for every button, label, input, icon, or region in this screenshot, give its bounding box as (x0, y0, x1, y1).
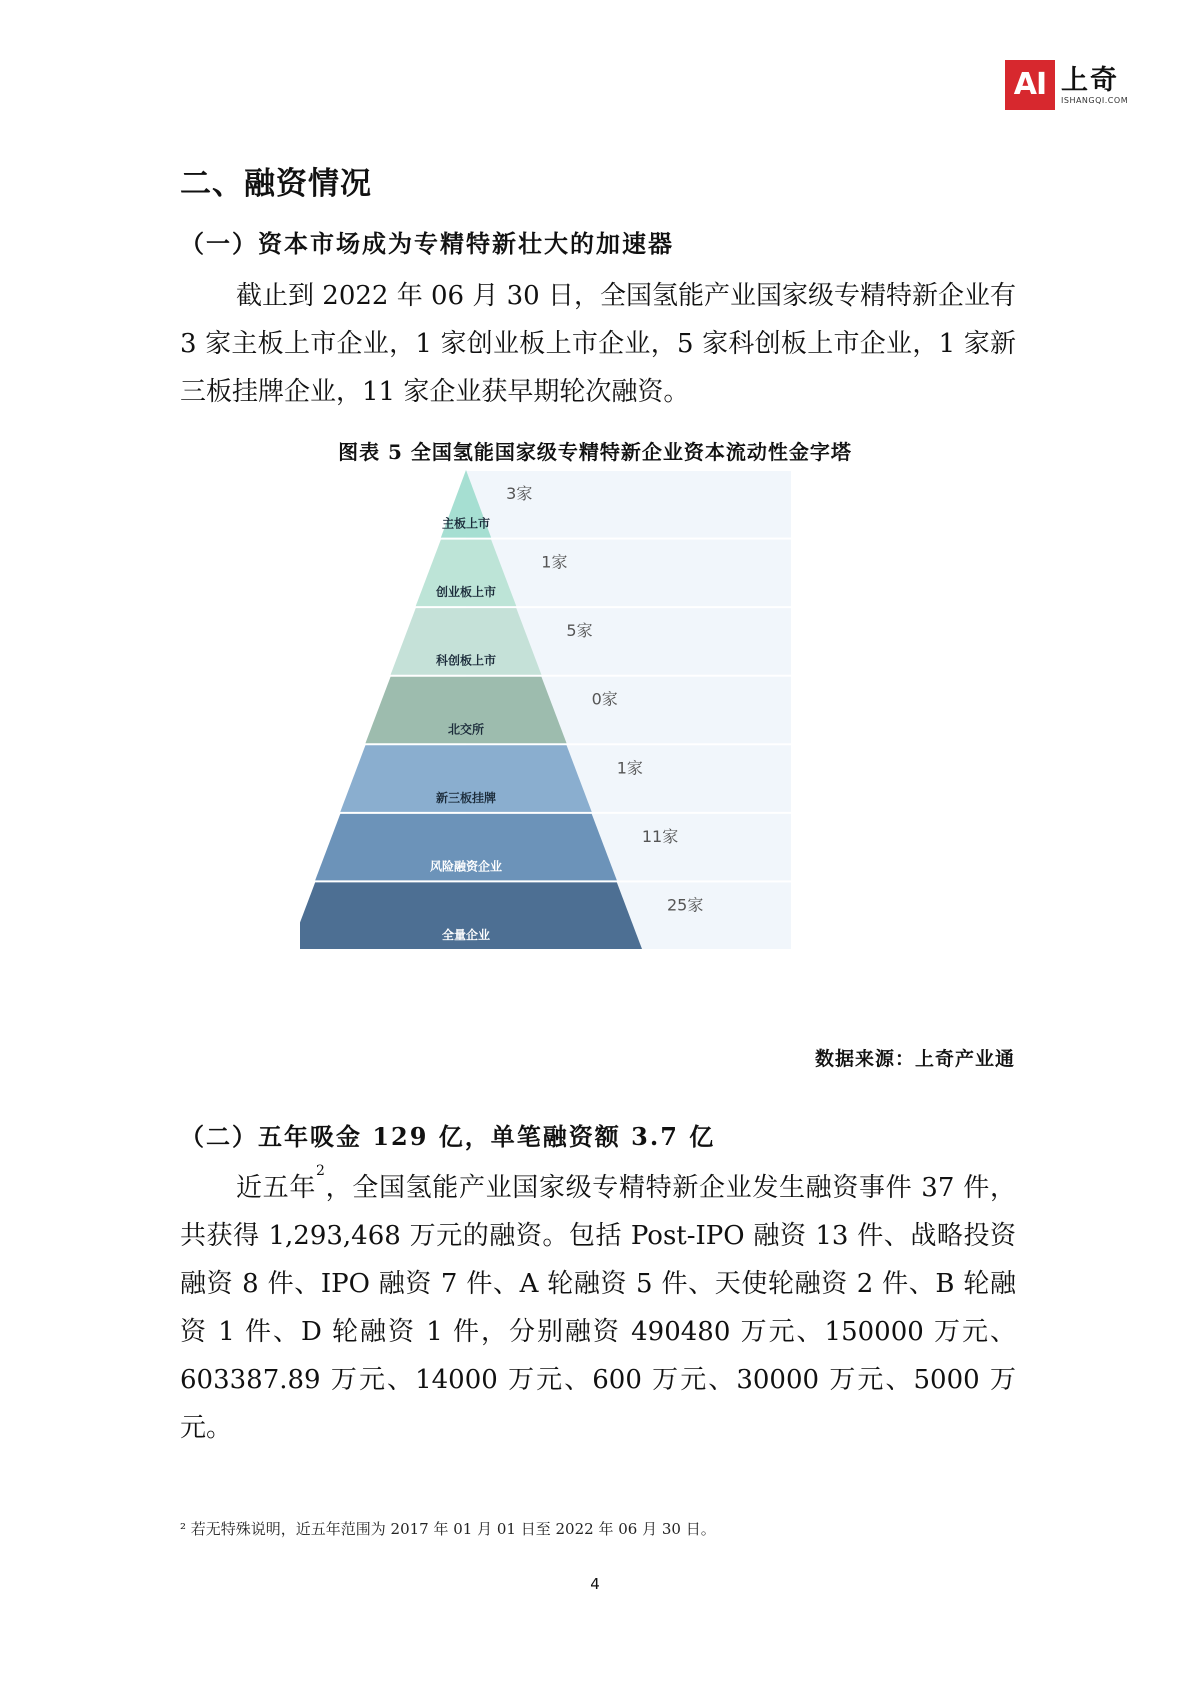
subsection-title-2: （二）五年吸金 129 亿，单笔融资额 3.7 亿 (180, 1122, 716, 1151)
pyramid-level-value: 3家 (506, 484, 533, 503)
paragraph-2 (180, 1164, 1016, 1452)
pyramid-level-value: 5家 (566, 621, 593, 641)
pyramid-level-label: 主板上市 (441, 516, 491, 531)
paragraph-2-text (180, 1164, 1016, 1452)
logo-mark-text: AI (1013, 67, 1047, 102)
page-number: 4 (590, 1575, 600, 1593)
company-logo (1005, 60, 1128, 110)
logo-chinese-name: 上奇 (1061, 64, 1119, 96)
paragraph-1 (180, 272, 1016, 416)
section-title: 二、融资情况 (180, 166, 372, 202)
pyramid-level-value: 1家 (616, 758, 643, 778)
logo-text (1061, 66, 1128, 105)
pyramid-level-value: 25家 (667, 895, 704, 915)
paragraph-2-rest: ，全国氢能产业国家级专精特新企业发生融资事件 37 件，共获得 1,293,468 万元的融资。包括 Post-IPO 融资 13 件、战略投资融资 8 件、IPO 融资 7 件、A 轮融资 5 件、天使轮融资 2 件、B 轮融资 1 件、D 轮融资 1 件，分别融资 490480 万元、150000 万元、603387.89 万元、14000 万元、600 万元、30000 万元、5000 万元。 (180, 1173, 1016, 1443)
pyramid-level-label: 风险融资企业 (429, 859, 503, 874)
pyramid-level-value: 11家 (641, 826, 679, 846)
paragraph-2-lead: 近五年 (236, 1173, 317, 1203)
footnote-ref[interactable]: 2 (316, 1163, 325, 1179)
pyramid-level-label: 新三板挂牌 (435, 790, 497, 805)
subsection-title-1: （一）资本市场成为专精特新壮大的加速器 (180, 229, 674, 258)
pyramid-level-value: 0家 (591, 689, 618, 709)
capital-pyramid-chart (300, 470, 860, 1030)
logo-mark-icon (1005, 60, 1055, 110)
pyramid-band-bg (466, 471, 791, 538)
footnote: ² 若无特殊说明，近五年范围为 2017 年 01 月 01 日至 2022 年 06 月 30 日。 (180, 1520, 716, 1538)
pyramid-level-value: 1家 (541, 552, 568, 572)
pyramid-level-label: 北交所 (447, 722, 485, 737)
pyramid-level-label: 全量企业 (441, 928, 491, 942)
data-source: 数据来源：上奇产业通 (814, 1048, 1015, 1070)
paragraph-1-text: 截止到 2022 年 06 月 30 日，全国氢能产业国家级专精特新企业有 3 家主板上市企业，1 家创业板上市企业，5 家科创板上市企业，1 家新三板挂牌企业，11 家企业获早期轮次融资。 (180, 281, 1016, 407)
pyramid-band-bg (466, 540, 791, 607)
pyramid-level-label: 科创板上市 (435, 653, 497, 668)
logo-english-name: ISHANGQI.COM (1061, 95, 1129, 105)
figure-caption: 图表 5 全国氢能国家级专精特新企业资本流动性金字塔 (338, 440, 852, 464)
pyramid-level-label: 创业板上市 (435, 585, 497, 600)
